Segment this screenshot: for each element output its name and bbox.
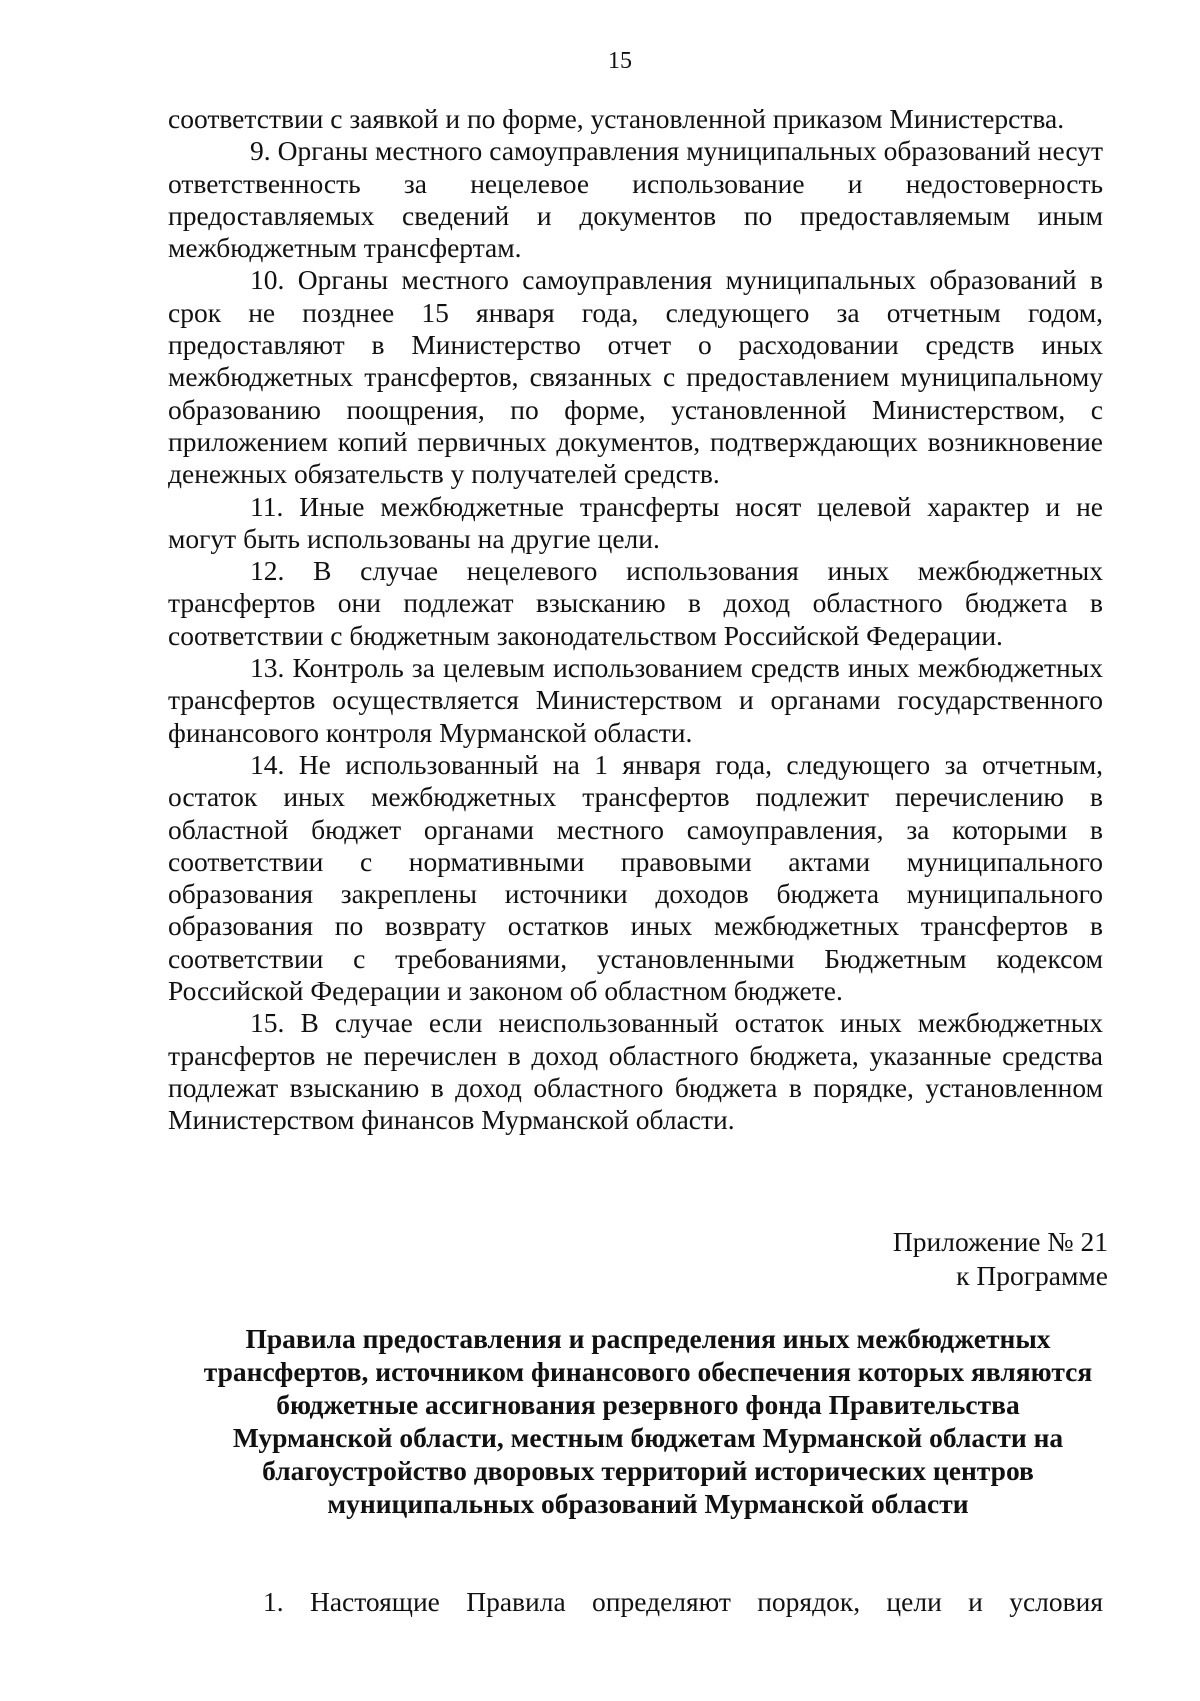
paragraph-15: 15. В случае если неиспользованный остаток иных межбюджетных трансфертов не перечислен в доход областного бюджета, указанные средства подлежат взысканию в доход областного бюджета в порядке, установленном Министерством финансов Мурманской области. [168,1007,1103,1136]
title-line: муниципальных образований Мурманской области [327,1488,969,1519]
title-line: трансфертов, источником финансового обеспечения которых являются [203,1356,1093,1387]
appendix-reference [700,1225,1108,1293]
paragraph-1: 1. Настоящие Правила определяют порядок, цели и условия [263,1586,1103,1617]
appendix-program: к Программе [956,1260,1108,1291]
document-title [168,1322,1128,1520]
body-text [168,103,1103,1137]
paragraph-11: 11. Иные межбюджетные трансферты носят целевой характер и не могут быть использованы на другие цели. [168,490,1103,554]
title-line: бюджетные ассигнования резервного фонда Правительства [276,1389,1020,1420]
title-line: Мурманской области, местным бюджетам Мурманской области на [232,1422,1064,1453]
paragraph-12: 12. В случае нецелевого использования иных межбюджетных трансфертов они подлежат взысканию в доход областного бюджета в соответствии с бюджетным законодательством Российской Федерации. [168,555,1103,651]
title-line: благоустройство дворовых территорий исторических центров [262,1455,1034,1486]
paragraph-13: 13. Контроль за целевым использованием средств иных межбюджетных трансфертов осуществляется Министерством и органами государственного финансового контроля Мурманской области. [168,652,1103,748]
paragraph-14: 14. Не использованный на 1 января года, следующего за отчетным, остаток иных межбюджетных трансфертов подлежит перечислению в областной бюджет органами местного самоуправления, за которыми в соответствии с нормативными правовыми актами муниципального образования закреплены источники доходов бюджета муниципального образования по возврату остатков иных межбюджетных трансфертов в соответствии с требованиями, установленными Бюджетным кодексом Российской Федерации и законом об областном бюджете. [168,748,1103,1007]
appendix-number: Приложение № 21 [892,1226,1108,1257]
paragraph-9: 9. Органы местного самоуправления муниципальных образований несут ответственность за нецелевое использование и недостоверность предоставляемых сведений и документов по предоставляемым иным межбюджетным трансфертам. [168,135,1103,264]
title-line: Правила предоставления и распределения иных межбюджетных [245,1323,1051,1354]
page-number: 15 [608,48,632,74]
paragraph-10: 10. Органы местного самоуправления муниципальных образований в срок не позднее 15 января года, следующего за отчетным годом, предоставляют в Министерство отчет о расходовании средств иных межбюджетных трансфертов, связанных с предоставлением муниципальному образованию поощрения, по форме, установленной Министерством, с приложением копий первичных документов, подтверждающих возникновение денежных обязательств у получателей средств. [168,264,1103,490]
paragraph-continuation: соответствии с заявкой и по форме, установленной приказом Министерства. [168,103,1065,134]
